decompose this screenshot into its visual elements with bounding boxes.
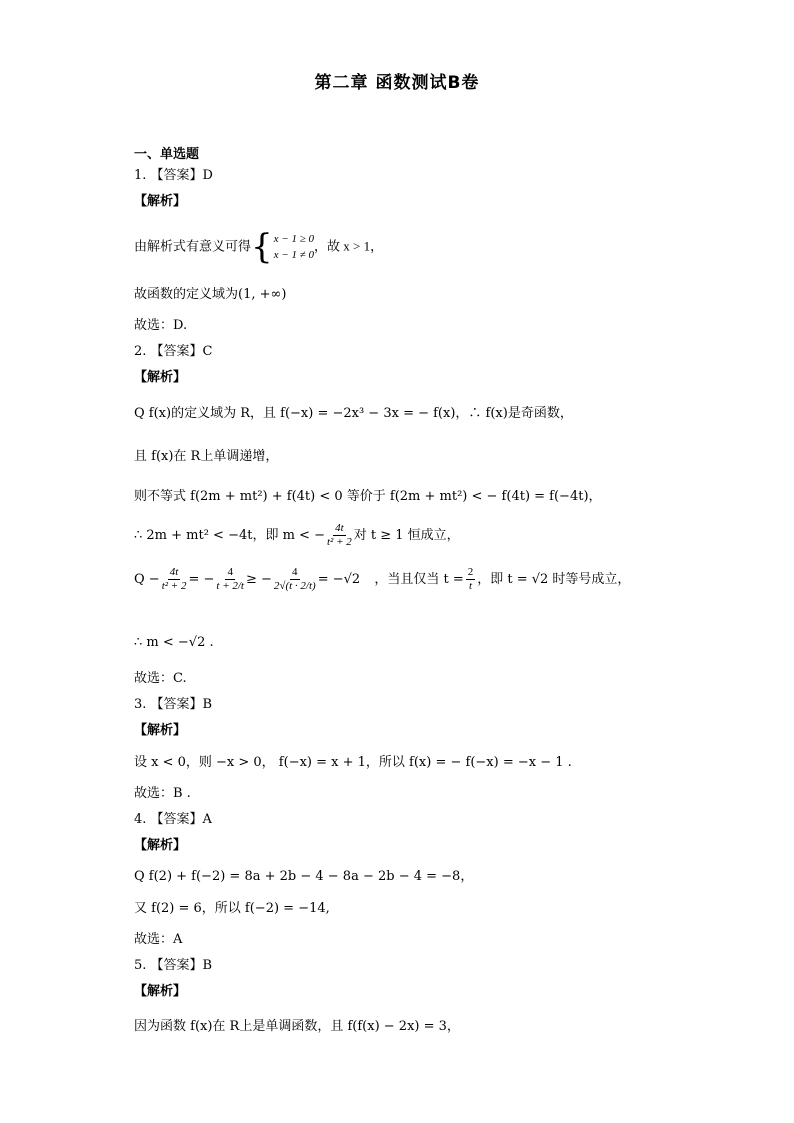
q1-line-2: 故函数的定义域为(1, +∞): [134, 287, 287, 302]
q2-choose: 故选：C.: [134, 671, 187, 686]
q2-answer: 2. 【答案】C: [134, 344, 213, 359]
q1-system-row-2: x − 1 ≠ 0: [273, 249, 314, 261]
q2-l5-frac-3: [274, 566, 316, 593]
frac-den: t² + 2: [326, 536, 352, 548]
q3-analysis-label: 【解析】: [134, 723, 187, 738]
q1-analysis-label: 【解析】: [134, 194, 187, 209]
q1-line-1-text: 由解析式有意义可得: [134, 239, 252, 255]
q2-analysis-label: 【解析】: [134, 370, 187, 385]
q2-l5-ge: ≥ −: [245, 572, 272, 587]
frac-num: 4: [227, 566, 233, 578]
q2-line-2: 且 f(x)在 R上单调递增，: [134, 449, 279, 464]
q2-l5-frac-2: [216, 566, 244, 593]
q3-line-1: 设 x < 0，则 −x > 0， f(−x) = x + 1，所以 f(x) = − f(−x) = −x − 1 .: [134, 755, 572, 770]
q4-answer: 4. 【答案】A: [134, 812, 212, 827]
q2-line-5: [134, 566, 630, 593]
frac-den: t: [468, 580, 472, 592]
brace-icon: {: [251, 227, 273, 267]
q2-line-4: [134, 522, 460, 549]
q2-line-3: 则不等式 f(2m + mt²) + f(4t) < 0 等价于 f(2m + mt²) < − f(4t) = f(−4t)，: [134, 489, 602, 504]
q2-l5-cond: ，当且仅当 t =: [374, 572, 464, 587]
q2-l5-result: = −√2: [317, 572, 361, 587]
frac-num: 4t: [335, 522, 344, 534]
q2-line-6: ∴ m < −√2 .: [134, 635, 214, 650]
frac-den: t² + 2: [161, 580, 187, 592]
q2-l5-frac-1: [162, 566, 187, 593]
frac-num: 4t: [169, 566, 179, 578]
q2-fraction: [327, 522, 352, 549]
q5-analysis-label: 【解析】: [134, 984, 187, 999]
q4-line-2: 又 f(2) = 6，所以 f(−2) = −14,: [134, 901, 330, 916]
q1-choose: 故选：D.: [134, 318, 188, 333]
frac-den: 2√(t · 2/t): [273, 580, 316, 592]
q5-answer: 5. 【答案】B: [134, 958, 213, 973]
page-title: 第二章 函数测试B卷: [314, 73, 480, 93]
q2-l5-frac-4: [466, 566, 476, 593]
q1-line-1: [134, 227, 384, 267]
q2-l5-eq: = −: [188, 572, 215, 587]
q5-line-1: 因为函数 f(x)在 R上是单调函数，且 f(f(x) − 2x) = 3，: [134, 1019, 460, 1034]
q1-system-row-1: x − 1 ≥ 0: [273, 233, 314, 245]
q2-l5-lead: Q −: [134, 572, 160, 587]
section-heading: 一、单选题: [134, 147, 200, 162]
frac-num: 4: [292, 566, 298, 578]
q4-line-1: Q f(2) + f(−2) = 8a + 2b − 4 − 8a − 2b − 4 = −8，: [134, 869, 474, 884]
q1-line-1-tail: ，故 x > 1，: [314, 238, 384, 254]
q2-line-4-tail: 对 t ≥ 1 恒成立，: [353, 528, 460, 543]
q2-line-4-text: ∴ 2m + mt² < −4t，即 m < −: [134, 528, 325, 543]
q2-l5-tail: ，即 t = √2 时等号成立，: [477, 572, 631, 587]
q4-analysis-label: 【解析】: [134, 838, 187, 853]
q3-choose: 故选：B .: [134, 786, 191, 801]
q1-system: [251, 227, 314, 267]
q3-answer: 3. 【答案】B: [134, 697, 213, 712]
frac-den: t + 2/t: [216, 580, 244, 592]
q4-choose: 故选：A: [134, 932, 183, 947]
q1-answer: 1. 【答案】D: [134, 168, 213, 183]
q2-line-1: Q f(x)的定义域为 R，且 f(−x) = −2x³ − 3x = − f(x)，∴ f(x)是奇函数，: [134, 406, 573, 421]
frac-num: 2: [467, 566, 474, 578]
